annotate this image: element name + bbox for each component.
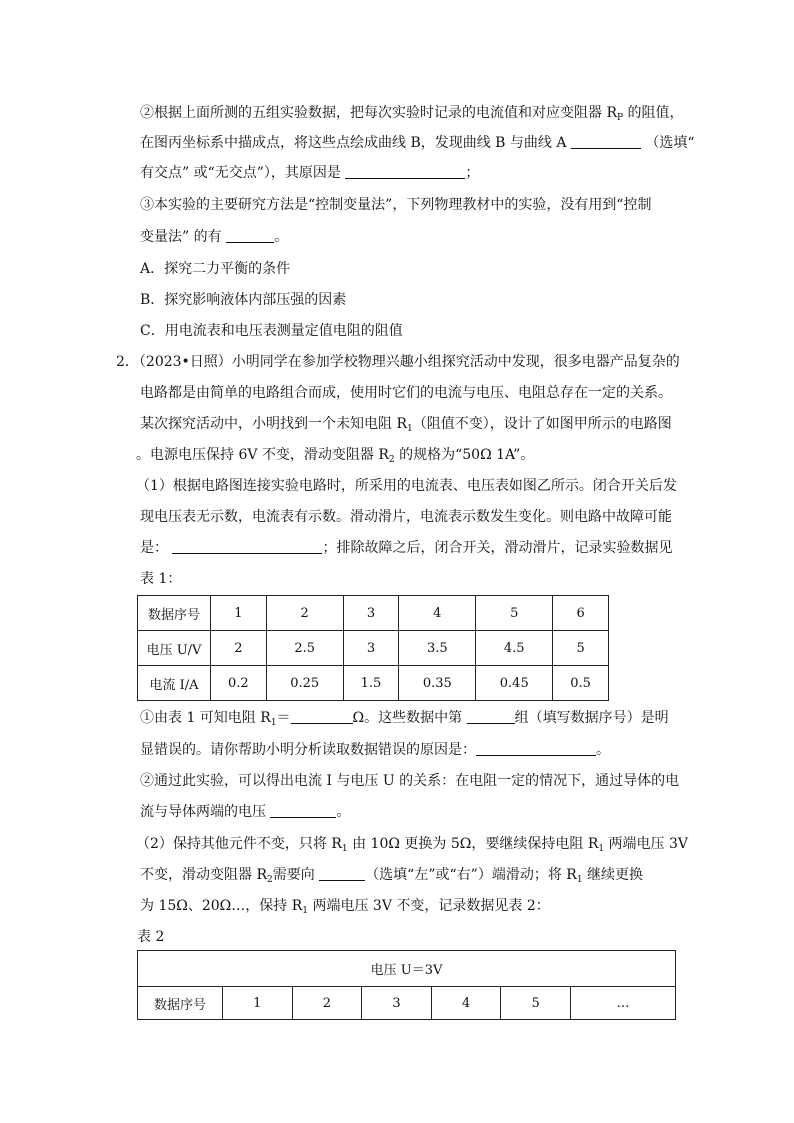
data-table-1 — [137, 595, 609, 701]
table-row-header — [138, 596, 609, 631]
answer-blank[interactable] — [226, 228, 274, 243]
option-b — [140, 290, 346, 310]
answer-blank[interactable] — [172, 539, 322, 554]
table-cell: 0.45 — [476, 666, 553, 701]
text: 某次探究活动中，小明找到一个未知电阻 R — [140, 416, 407, 432]
table-cell: 3 — [343, 596, 399, 631]
q1-part2-line3 — [140, 163, 479, 183]
text: C．用电流表和电压表测量定值电阻的阻值 — [140, 323, 403, 339]
table2-caption — [137, 927, 164, 947]
q2-answer2-line2 — [140, 802, 350, 822]
subscript: 1 — [302, 906, 309, 916]
text: 。 — [336, 804, 351, 820]
table-cell: 3 — [343, 631, 399, 666]
table-row-header — [138, 987, 676, 1020]
text: 流与导体两端的电压 — [140, 804, 266, 820]
table-cell: 数据序号 — [138, 596, 211, 631]
q1-part2-line2 — [140, 133, 695, 153]
table-cell: 0.25 — [266, 666, 343, 701]
answer-blank[interactable] — [476, 741, 596, 756]
table-cell: 3.5 — [399, 631, 476, 666]
table-cell: 6 — [553, 596, 609, 631]
table-cell: 0.5 — [553, 666, 609, 701]
text: 显错误的。请你帮助小明分析读取数据错误的原因是： — [140, 742, 476, 758]
q2-line3 — [140, 414, 672, 434]
table-cell: 5 — [476, 596, 553, 631]
text: 变量法” 的有 — [140, 229, 222, 245]
table-cell: 5 — [501, 987, 571, 1020]
text: ②根据上面所测的五组实验数据，把每次实验时记录的电流值和对应变阻器 R — [140, 105, 617, 121]
subscript: 1 — [407, 424, 413, 434]
table-cell: 4 — [431, 987, 501, 1020]
text: 电路都是由简单的电路组合而成，使用时它们的电流与电压、电阻总存在一定的关系。 — [140, 385, 672, 401]
text: 表 2 — [137, 929, 165, 945]
q2-answer2-line1 — [140, 771, 679, 791]
text: （阻值不变），设计了如图甲所示的电路图 — [412, 416, 672, 432]
text: ＝ — [276, 710, 291, 726]
table-cell: 2 — [266, 596, 343, 631]
q2-sub1-line2 — [140, 507, 672, 527]
text: 。 — [596, 742, 610, 758]
table-cell: 1 — [211, 596, 267, 631]
table-cell: 5 — [553, 631, 609, 666]
text: ；排除故障之后，闭合开关，滑动滑片，记录实验数据见 — [322, 540, 673, 556]
q1-part3-line2 — [140, 227, 288, 247]
q1-part2-line1 — [140, 103, 684, 123]
text: 是： — [140, 540, 168, 556]
text: 表 1： — [140, 571, 182, 587]
table-cell: 1.5 — [343, 666, 399, 701]
table-cell: 电压 U＝3V — [138, 951, 676, 987]
q2-line1 — [116, 352, 680, 372]
subscript: 1 — [576, 875, 583, 885]
text: ①由表 1 可知电阻 R — [140, 710, 271, 726]
q2-sub2-line3 — [140, 896, 550, 916]
q2-answer1-line1 — [140, 708, 669, 728]
text: 。电源电压保持 6V 不变，滑动变阻器 R — [136, 447, 389, 463]
table-cell: 2 — [211, 631, 267, 666]
answer-blank[interactable] — [571, 134, 641, 149]
text: 组（填写数据序号）是明 — [514, 710, 669, 726]
answer-blank[interactable] — [270, 803, 336, 818]
text: Ω。这些数据中第 — [352, 710, 463, 726]
table-cell: … — [570, 987, 675, 1020]
text: 。 — [274, 229, 289, 245]
table-row-voltage — [138, 631, 609, 666]
table-cell: 电压 U/V — [138, 631, 211, 666]
answer-blank[interactable] — [319, 866, 365, 881]
text: 需要向 — [272, 867, 315, 883]
q2-line4 — [136, 445, 534, 465]
answer-blank[interactable] — [345, 164, 465, 179]
text: ③本实验的主要研究方法是“控制变量法”，下列物理教材中的实验，没有用到“控制 — [140, 197, 652, 213]
table-cell: 1 — [223, 987, 293, 1020]
q1-part3-line1 — [140, 195, 651, 215]
text: 继续更换 — [582, 867, 643, 883]
text: 两端电压 3V 不变，记录数据见表 2： — [308, 898, 550, 914]
text: B．探究影响液体内部压强的因素 — [140, 292, 347, 308]
q2-sub2-line2 — [140, 865, 643, 885]
q2-sub1-line1 — [136, 476, 677, 496]
subscript: 2 — [388, 455, 395, 465]
text: A．探究二力平衡的条件 — [140, 261, 291, 277]
text: （选填“左”或“右”）端滑动；将 R — [365, 867, 577, 883]
data-table-2 — [137, 950, 676, 1020]
answer-blank[interactable] — [291, 709, 353, 724]
table-cell: 2.5 — [266, 631, 343, 666]
table-cell: 4.5 — [476, 631, 553, 666]
text: 不变，滑动变阻器 R — [140, 867, 267, 883]
text: 两端电压 3V — [604, 836, 689, 852]
subscript: 1 — [270, 718, 277, 728]
subscript: 1 — [598, 844, 605, 854]
option-a — [140, 259, 290, 279]
text: 的阻值， — [623, 105, 684, 121]
subscript: 2 — [267, 875, 273, 885]
text: 的规格为“50Ω 1A”。 — [394, 447, 535, 463]
text: （2）保持其他元件不变，只将 R — [136, 836, 342, 852]
table-cell: 0.35 — [399, 666, 476, 701]
table-cell: 4 — [399, 596, 476, 631]
q2-answer1-line2 — [140, 740, 610, 760]
answer-blank[interactable] — [467, 709, 515, 724]
q2-sub1-line3 — [140, 538, 672, 558]
text: （选填“ — [645, 135, 695, 151]
table-row-title — [138, 951, 676, 987]
subscript: 1 — [341, 844, 348, 854]
text: 为 15Ω、20Ω…，保持 R — [140, 898, 303, 914]
table-row-current — [138, 666, 609, 701]
text: 有交点” 或“无交点”），其原因是 — [140, 165, 341, 181]
q2-sub2-line1 — [136, 834, 688, 854]
text: 现电压表无示数，电流表有示数。滑动滑片，电流表示数发生变化。则电路中故障可能 — [140, 509, 672, 525]
table-cell: 0.2 — [211, 666, 267, 701]
text: 由 10Ω 更换为 5Ω，要继续保持电阻 R — [347, 836, 599, 852]
subscript: P — [617, 113, 624, 123]
text: 在图丙坐标系中描成点，将这些点绘成曲线 B，发现曲线 B 与曲线 A — [140, 135, 567, 151]
q2-line2 — [140, 383, 672, 403]
text: ； — [465, 165, 480, 181]
table-cell: 电流 I/A — [138, 666, 211, 701]
table-cell: 3 — [362, 987, 432, 1020]
text: 2．（2023•日照）小明同学在参加学校物理兴趣小组探究活动中发现，很多电器产品复杂的 — [116, 354, 680, 370]
table-cell: 2 — [292, 987, 362, 1020]
text: （1）根据电路图连接实验电路时，所采用的电流表、电压表如图乙所示。闭合开关后发 — [136, 478, 677, 494]
option-c — [140, 321, 403, 341]
table-cell: 数据序号 — [138, 987, 223, 1020]
text: ②通过此实验，可以得出电流 I 与电压 U 的关系：在电阻一定的情况下，通过导体的电 — [140, 773, 680, 789]
q2-sub1-line4 — [140, 569, 181, 589]
